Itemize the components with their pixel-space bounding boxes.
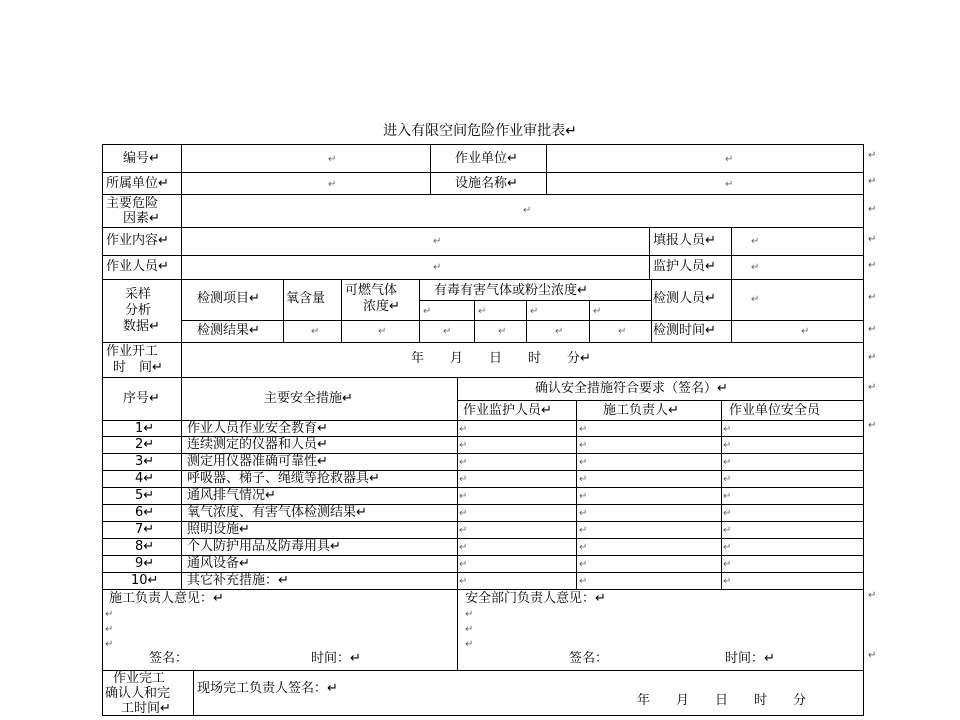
result-oxygen[interactable]: ↵ <box>311 326 320 337</box>
start-time-field[interactable]: 年 月 日 时 分↵ <box>411 351 591 366</box>
measures-header: 主要安全措施↵ <box>264 391 353 406</box>
edge-mark: ↵ <box>868 420 877 431</box>
result-toxic-2[interactable]: ↵ <box>498 326 507 337</box>
toxic-sub-1[interactable]: ↵ <box>423 306 432 317</box>
completion-label-3: 工时间↵ <box>121 701 171 716</box>
edge-mark: ↵ <box>868 176 877 187</box>
flammable-label-2: 浓度↵ <box>363 299 400 314</box>
edge-mark: ↵ <box>868 382 877 393</box>
safety-officer-sign-cell[interactable]: ↵ <box>723 576 732 587</box>
row-number: 8↵ <box>135 539 155 554</box>
facility-label: 设施名称↵ <box>455 176 518 191</box>
edge-mark: ↵ <box>868 204 877 215</box>
edge-mark: ↵ <box>868 352 877 363</box>
constructor-time-label: 时间：↵ <box>311 651 361 666</box>
row-number: 10↵ <box>131 573 159 588</box>
safety-officer-sign-cell[interactable]: ↵ <box>723 525 732 536</box>
test-result-label: 检测结果↵ <box>197 323 260 338</box>
measure-text: 呼吸器、梯子、绳缆等抢救器具↵ <box>187 471 380 486</box>
start-label-1: 作业开工 <box>106 344 159 359</box>
constructor-opinion-label: 施工负责人意见：↵ <box>109 591 224 606</box>
sample-label-1: 采样 <box>125 287 152 302</box>
oxygen-label: 氧含量 <box>286 291 326 306</box>
constructor-sign-label: 签名： <box>149 651 189 666</box>
content-label: 作业内容↵ <box>106 233 169 248</box>
constructor-sign-cell[interactable]: ↵ <box>579 457 588 468</box>
safety-officer-sign-cell[interactable]: ↵ <box>723 474 732 485</box>
constructor-opinion-line-2[interactable]: ↵ <box>105 624 114 635</box>
monitor-sign-cell[interactable]: ↵ <box>459 559 468 570</box>
safety-time-label: 时间：↵ <box>725 651 775 666</box>
safety-officer-sign-cell[interactable]: ↵ <box>723 542 732 553</box>
constructor-opinion-line-3[interactable]: ↵ <box>105 639 114 650</box>
safety-officer-sign-cell[interactable]: ↵ <box>723 508 732 519</box>
constructor-sign-cell[interactable]: ↵ <box>579 559 588 570</box>
completion-label-2: 确认人和完 <box>105 686 171 701</box>
monitor-sign-cell[interactable]: ↵ <box>459 474 468 485</box>
measure-text: 作业人员作业安全教育↵ <box>187 421 328 436</box>
form-title: 进入有限空间危险作业审批表↵ <box>383 123 577 139</box>
monitor-header: 作业监护人员↵ <box>463 403 552 418</box>
measure-text: 测定用仪器准确可靠性↵ <box>187 454 328 469</box>
row-number: 7↵ <box>135 522 155 537</box>
monitor-sign-cell[interactable]: ↵ <box>459 440 468 451</box>
row-number: 2↵ <box>135 437 155 452</box>
facility-field[interactable]: ↵ <box>725 179 734 190</box>
safety-officer-sign-cell[interactable]: ↵ <box>723 440 732 451</box>
toxic-sub-2[interactable]: ↵ <box>478 306 487 317</box>
workers-field[interactable]: ↵ <box>433 262 442 273</box>
tester-label: 检测人员↵ <box>653 291 716 306</box>
start-label-2: 时 间↵ <box>113 360 163 375</box>
measure-text: 照明设施↵ <box>187 522 250 537</box>
safety-sign-label: 签名： <box>569 651 609 666</box>
constructor-sign-cell[interactable]: ↵ <box>579 474 588 485</box>
row-number: 5↵ <box>135 488 155 503</box>
constructor-sign-cell[interactable]: ↵ <box>579 424 588 435</box>
hazard-field[interactable]: ↵ <box>523 205 532 216</box>
row-number: 4↵ <box>135 471 155 486</box>
constructor-sign-cell[interactable]: ↵ <box>579 542 588 553</box>
work-unit-label: 作业单位↵ <box>455 151 518 166</box>
safety-officer-header: 作业单位安全员 <box>729 403 821 418</box>
row-number: 1↵ <box>135 421 155 436</box>
content-field[interactable]: ↵ <box>433 236 442 247</box>
safety-opinion-line-3[interactable]: ↵ <box>465 639 474 650</box>
filler-label: 填报人员↵ <box>653 233 716 248</box>
completion-label-1: 作业完工 <box>113 671 166 686</box>
edge-mark: ↵ <box>868 150 877 161</box>
tester-field[interactable]: ↵ <box>751 294 760 305</box>
constructor-sign-cell[interactable]: ↵ <box>579 440 588 451</box>
safety-officer-sign-cell[interactable]: ↵ <box>723 559 732 570</box>
safety-dept-opinion-label: 安全部门负责人意见：↵ <box>465 591 606 606</box>
measure-text: 通风设备↵ <box>187 556 250 571</box>
guardian-field[interactable]: ↵ <box>751 262 760 273</box>
toxic-sub-4[interactable]: ↵ <box>593 306 602 317</box>
measure-text: 通风排气情况↵ <box>187 488 276 503</box>
test-time-field[interactable]: ↵ <box>801 326 810 337</box>
work-unit-field[interactable]: ↵ <box>725 154 734 165</box>
code-field[interactable]: ↵ <box>328 154 337 165</box>
row-number: 6↵ <box>135 505 155 520</box>
constructor-header: 施工负责人↵ <box>603 403 679 418</box>
edge-mark: ↵ <box>868 260 877 271</box>
belong-unit-label: 所属单位↵ <box>106 176 169 191</box>
confirm-header: 确认安全措施符合要求（签名）↵ <box>535 381 728 396</box>
site-sign-label: 现场完工负责人签名：↵ <box>197 681 338 696</box>
measure-text: 氧气浓度、有害气体检测结果↵ <box>187 505 367 520</box>
approval-form <box>102 144 864 716</box>
monitor-sign-cell[interactable]: ↵ <box>459 424 468 435</box>
test-item-label: 检测项目↵ <box>197 291 260 306</box>
hazard-label-2: 因素↵ <box>123 211 160 226</box>
measure-text: 其它补充措施：↵ <box>187 573 289 588</box>
row-number: 3↵ <box>135 454 155 469</box>
monitor-sign-cell[interactable]: ↵ <box>459 508 468 519</box>
safety-officer-sign-cell[interactable]: ↵ <box>723 491 732 502</box>
code-label: 编号↵ <box>123 151 160 166</box>
guardian-label: 监护人员↵ <box>653 259 716 274</box>
edge-mark: ↵ <box>868 590 877 601</box>
completion-datetime[interactable]: 年 月 日 时 分 <box>637 693 807 708</box>
test-time-label: 检测时间↵ <box>653 323 716 338</box>
sample-label-3: 数据↵ <box>123 319 160 334</box>
row-number: 9↵ <box>135 556 155 571</box>
edge-mark: ↵ <box>868 650 877 661</box>
sample-label-2: 分析 <box>125 303 152 318</box>
toxic-sub-3[interactable]: ↵ <box>530 306 539 317</box>
seq-header: 序号↵ <box>123 391 160 406</box>
belong-unit-field[interactable]: ↵ <box>328 179 337 190</box>
safety-opinion-line-2[interactable]: ↵ <box>465 624 474 635</box>
constructor-sign-cell[interactable]: ↵ <box>579 525 588 536</box>
filler-field[interactable]: ↵ <box>751 236 760 247</box>
safety-officer-sign-cell[interactable]: ↵ <box>723 457 732 468</box>
constructor-sign-cell[interactable]: ↵ <box>579 576 588 587</box>
workers-label: 作业人员↵ <box>106 259 169 274</box>
monitor-sign-cell[interactable]: ↵ <box>459 491 468 502</box>
flammable-label-1: 可燃气体 <box>345 283 398 298</box>
edge-mark: ↵ <box>868 234 877 245</box>
measure-text: 连续测定的仪器和人员↵ <box>187 437 328 452</box>
edge-mark: ↵ <box>868 324 877 335</box>
constructor-sign-cell[interactable]: ↵ <box>579 508 588 519</box>
result-flammable[interactable]: ↵ <box>378 326 387 337</box>
hazard-label-1: 主要危险 <box>106 196 159 211</box>
monitor-sign-cell[interactable]: ↵ <box>459 457 468 468</box>
monitor-sign-cell[interactable]: ↵ <box>459 576 468 587</box>
constructor-sign-cell[interactable]: ↵ <box>579 491 588 502</box>
result-toxic-1[interactable]: ↵ <box>443 326 452 337</box>
toxic-label: 有毒有害气体或粉尘浓度↵ <box>434 283 588 298</box>
safety-officer-sign-cell[interactable]: ↵ <box>723 424 732 435</box>
constructor-opinion-line-1[interactable]: ↵ <box>105 609 114 620</box>
measure-text: 个人防护用品及防毒用具↵ <box>187 539 341 554</box>
monitor-sign-cell[interactable]: ↵ <box>459 542 468 553</box>
edge-mark: ↵ <box>868 292 877 303</box>
result-toxic-3[interactable]: ↵ <box>555 326 564 337</box>
safety-opinion-line-1[interactable]: ↵ <box>465 609 474 620</box>
result-toxic-4[interactable]: ↵ <box>618 326 627 337</box>
monitor-sign-cell[interactable]: ↵ <box>459 525 468 536</box>
